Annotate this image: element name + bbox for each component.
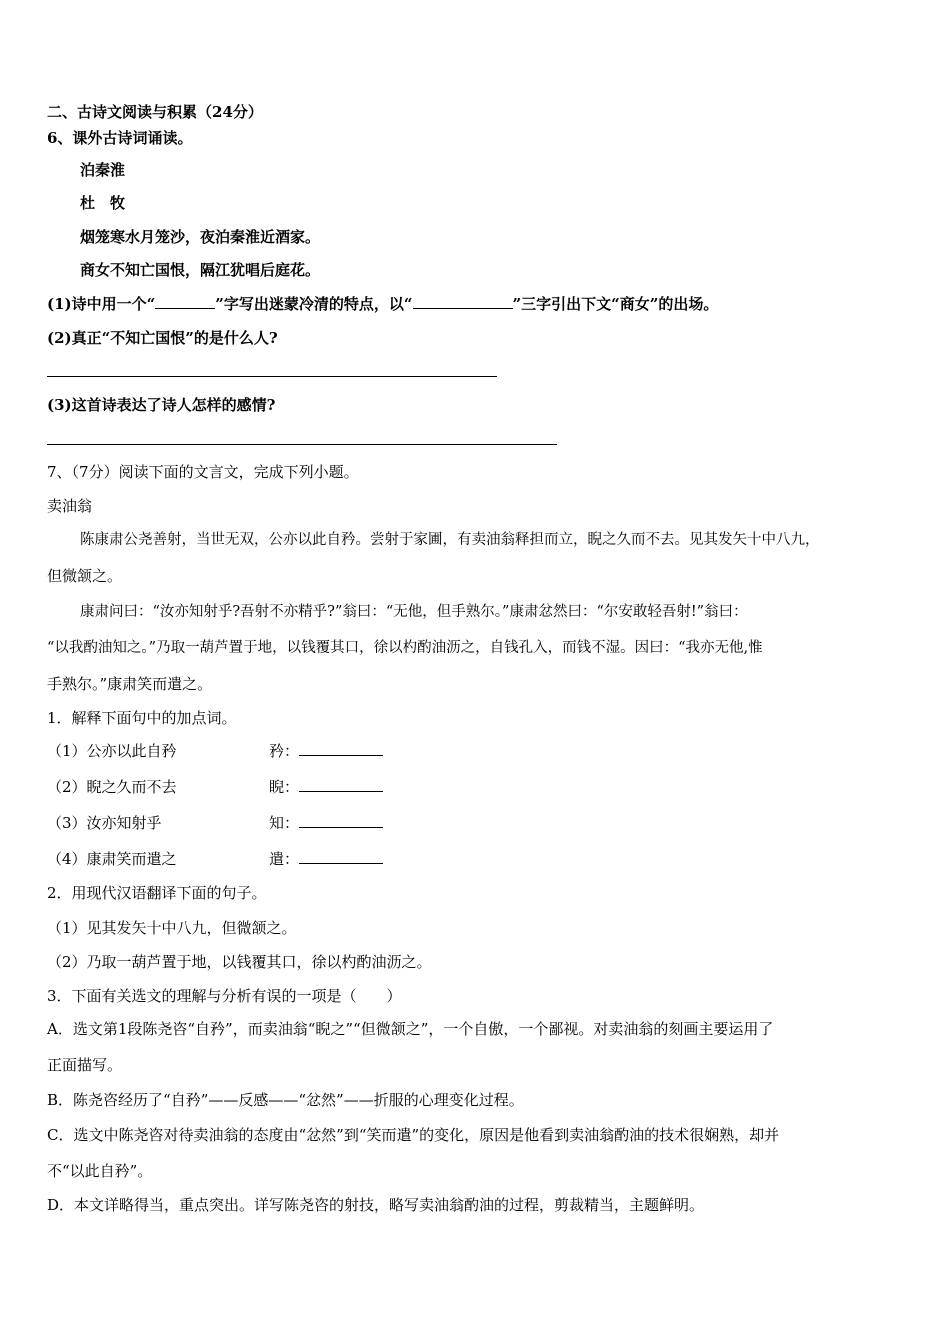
item1-sentence: （1）公亦以此自矜	[47, 742, 177, 760]
item2-sentence-2: （2）乃取一葫芦置于地，以钱覆其口，徐以杓酌油沥之。	[47, 953, 432, 971]
passage-title: 卖油翁	[47, 497, 93, 515]
q7-title: 7、（7分）阅读下面的文言文，完成下列小题。	[47, 463, 359, 481]
item1-word: 遣：	[269, 850, 300, 868]
answer-line[interactable]	[47, 444, 557, 445]
passage-p2-line1: 康肃问曰：“汝亦知射乎?吾射不亦精乎?”翁曰：“无他，但手熟尔。”康肃忿然曰：“尔安敢轻吾射!”翁曰：	[80, 604, 748, 620]
q6-sub1-part-a: (1)诗中用一个“	[47, 295, 156, 313]
item1-word-wrap	[269, 741, 383, 761]
option-a-line2: 正面描写。	[47, 1056, 123, 1074]
item1-row	[47, 741, 347, 761]
q6-sub2: (2)真正“不知亡国恨”的是什么人?	[47, 329, 278, 347]
q6-sub1	[47, 294, 718, 314]
poem-title: 泊秦淮	[80, 161, 126, 179]
item1-word-wrap	[269, 849, 383, 869]
item1-row	[47, 849, 347, 869]
poem-author: 杜 牧	[80, 194, 126, 212]
item1-word: 知：	[269, 814, 300, 832]
item1-word-wrap	[269, 813, 383, 833]
section-heading: 二、古诗文阅读与积累（24分）	[47, 103, 263, 121]
q6-sub1-part-c: ”三字引出下文“商女”的出场。	[512, 295, 719, 313]
option-c-line1: C．选文中陈尧咨对待卖油翁的态度由“忿然”到“笑而遣”的变化，原因是他看到卖油翁酌油的技术很娴熟，却并	[47, 1126, 780, 1144]
item1-word-wrap	[269, 777, 383, 797]
passage-p1-line2: 但微颔之。	[47, 567, 123, 585]
answer-blank[interactable]	[299, 849, 383, 864]
option-b: B．陈尧咨经历了“自矜”——反感——“忿然”——折服的心理变化过程。	[47, 1091, 524, 1109]
item1-word: 矜：	[269, 742, 300, 760]
answer-blank[interactable]	[299, 741, 383, 756]
answer-blank[interactable]	[299, 777, 383, 792]
q6-sub3: (3)这首诗表达了诗人怎样的感情?	[47, 396, 276, 414]
option-c-line2: 不“以此自矜”。	[47, 1162, 153, 1180]
item1-word: 睨：	[269, 778, 300, 796]
option-d: D．本文详略得当，重点突出。详写陈尧咨的射技，略写卖油翁酌油的过程，剪裁精当，主题鲜明。	[47, 1196, 705, 1214]
item1-sentence: （2）睨之久而不去	[47, 778, 177, 796]
passage-p1-line1: 陈康肃公尧善射，当世无双，公亦以此自矜。尝射于家圃，有卖油翁释担而立，睨之久而不去。见其发矢十中八九，	[80, 532, 820, 548]
item1-row	[47, 777, 347, 797]
poem-line-2: 商女不知亡国恨，隔江犹唱后庭花。	[80, 261, 321, 279]
answer-blank[interactable]	[155, 294, 215, 309]
option-a-line1: A．选文第1段陈尧咨“自矜”，而卖油翁“睨之”“但微颔之”，一个自傲，一个鄙视。对卖油翁的刻画主要运用了	[47, 1020, 774, 1038]
answer-blank[interactable]	[299, 813, 383, 828]
item1-row	[47, 813, 347, 833]
item3-title: 3．下面有关选文的理解与分析有误的一项是（ ）	[47, 987, 402, 1005]
passage-p2-line3: 手熟尔。”康肃笑而遣之。	[47, 675, 213, 693]
answer-blank[interactable]	[413, 294, 513, 309]
q6-title: 6、课外古诗词诵读。	[47, 129, 193, 147]
item1-title: 1．解释下面句中的加点词。	[47, 709, 237, 727]
item2-sentence-1: （1）见其发矢十中八九，但微颔之。	[47, 919, 297, 937]
item1-sentence: （3）汝亦知射乎	[47, 814, 162, 832]
q6-sub1-part-b: ”字写出迷蒙冷清的特点，以“	[215, 295, 413, 313]
passage-p2-line2: “以我酌油知之。”乃取一葫芦置于地，以钱覆其口，徐以杓酌油沥之，自钱孔入，而钱不湿。因曰：“我亦无他,惟	[47, 640, 763, 656]
answer-line[interactable]	[47, 376, 497, 377]
item2-title: 2．用现代汉语翻译下面的句子。	[47, 884, 267, 902]
item1-sentence: （4）康肃笑而遣之	[47, 850, 177, 868]
poem-line-1: 烟笼寒水月笼沙，夜泊秦淮近酒家。	[80, 228, 321, 246]
